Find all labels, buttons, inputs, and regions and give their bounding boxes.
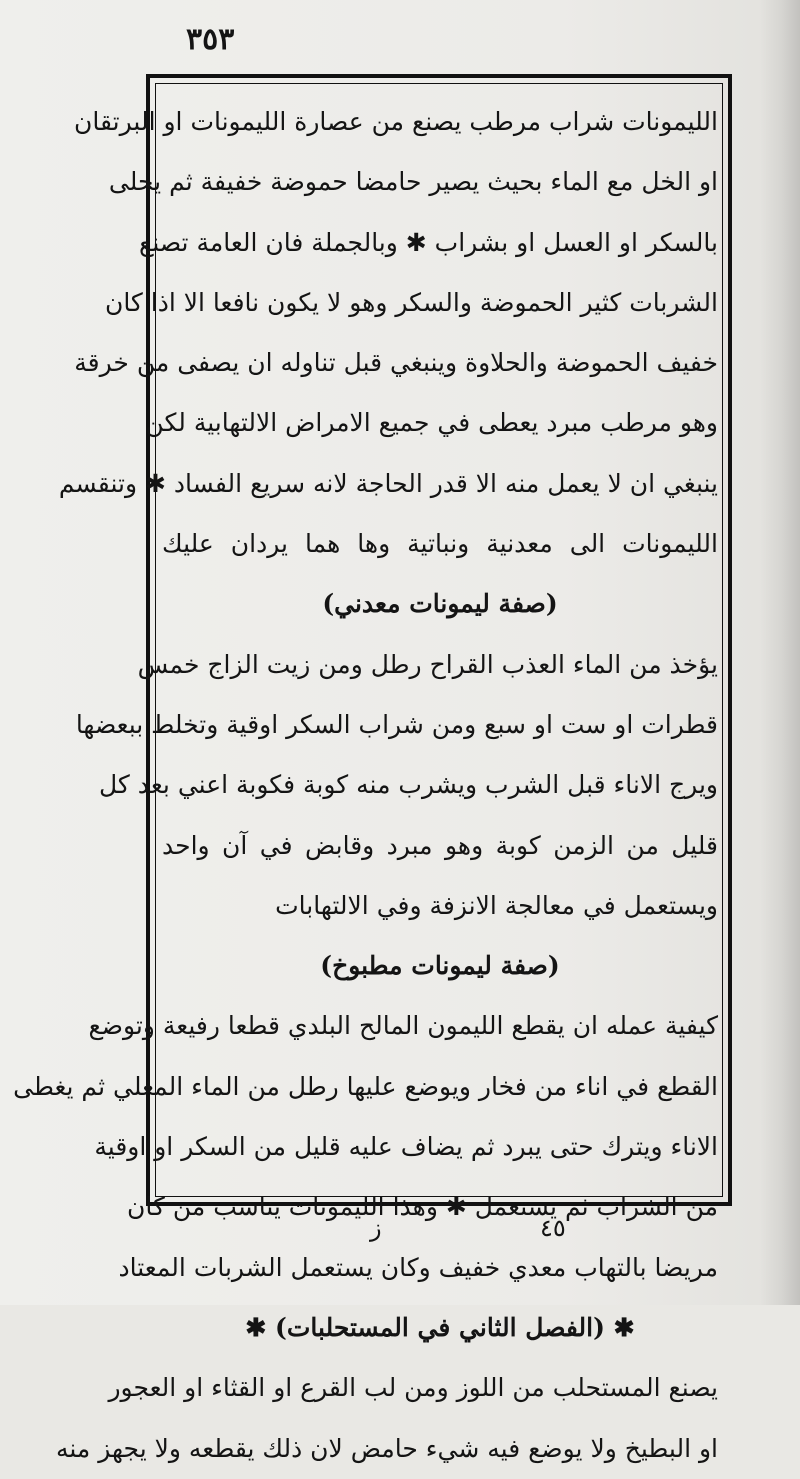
text-line: من الشراب ثم يستعمل ✱ وهذا الليمونات يناسب من كان (127, 1192, 718, 1222)
text-line: كيفية عمله ان يقطع الليمون المالح البلدي قطعا رفيعة وتوضع (88, 1011, 718, 1041)
section-heading: (صفة ليمونات معدني) (322, 589, 558, 619)
text-line: خفيف الحموضة والحلاوة وينبغي قبل تناوله ان يصفى من خرقة (74, 348, 718, 378)
page-number: ٣٥٣ (186, 22, 235, 57)
text-line: او الخل مع الماء بحيث يصير حامضا حموضة خفيفة ثم يحلى (108, 167, 718, 197)
text-line: يصنع المستحلب من اللوز ومن لب القرع او القثاء او العجور (108, 1373, 718, 1403)
page-footer (0, 1210, 800, 1250)
chapter-heading: ✱ (الفصل الثاني في المستحلبات) ✱ (245, 1312, 635, 1342)
footer-catchword: ز (370, 1214, 382, 1242)
text-line: الليمونات الى معدنية ونباتية وها هما يردان عليك (162, 529, 718, 559)
text-line: وهو مرطب مبرد يعطى في جميع الامراض الالتهابية لكن (145, 408, 718, 438)
text-line: ويرج الاناء قبل الشرب ويشرب منه كوبة فكوبة اعني بعد كل (98, 770, 718, 800)
text-line: قطرات او ست او سبع ومن شراب السكر اوقية وتخلط ببعضها (75, 709, 718, 739)
page-gutter-shadow (760, 0, 800, 1305)
text-line: يؤخذ من الماء العذب القراح رطل ومن زيت الزاج خمس (137, 649, 718, 679)
text-line: مريضا بالتهاب معدي خفيف وكان يستعمل الشربات المعتاد (118, 1252, 718, 1282)
text-line: الشربات كثير الحموضة والسكر وهو لا يكون نافعا الا اذا كان (104, 287, 718, 317)
text-line: القطع في اناء من فخار ويوضع عليها رطل من الماء المغلي ثم يغطى (13, 1071, 718, 1101)
text-line: ويستعمل في معالجة الانزفة وفي الالتهابات (275, 890, 718, 920)
text-line: ينبغي ان لا يعمل منه الا قدر الحاجة لانه سريع الفساد ✱ وتنقسم (58, 468, 718, 498)
text-line: بالسكر او العسل او بشراب ✱ وبالجملة فان العامة تصنع (139, 227, 718, 257)
section-heading: (صفة ليمونات مطبوخ) (320, 951, 560, 981)
text-line: او البطيخ ولا يوضع فيه شيء حامض لان ذلك يقطعه ولا يجهز منه (55, 1433, 718, 1463)
footer-signature: ٤٥ (540, 1214, 566, 1242)
text-line: الاناء ويترك حتى يبرد ثم يضاف عليه قليل من السكر او اوقية (94, 1132, 718, 1162)
text-line: قليل من الزمن كوبة وهو مبرد وقابض في آن واحد (162, 830, 718, 860)
text-line: الليمونات شراب مرطب يصنع من عصارة الليمونات او البرتقان (74, 107, 718, 136)
text-block (13, 92, 718, 1479)
